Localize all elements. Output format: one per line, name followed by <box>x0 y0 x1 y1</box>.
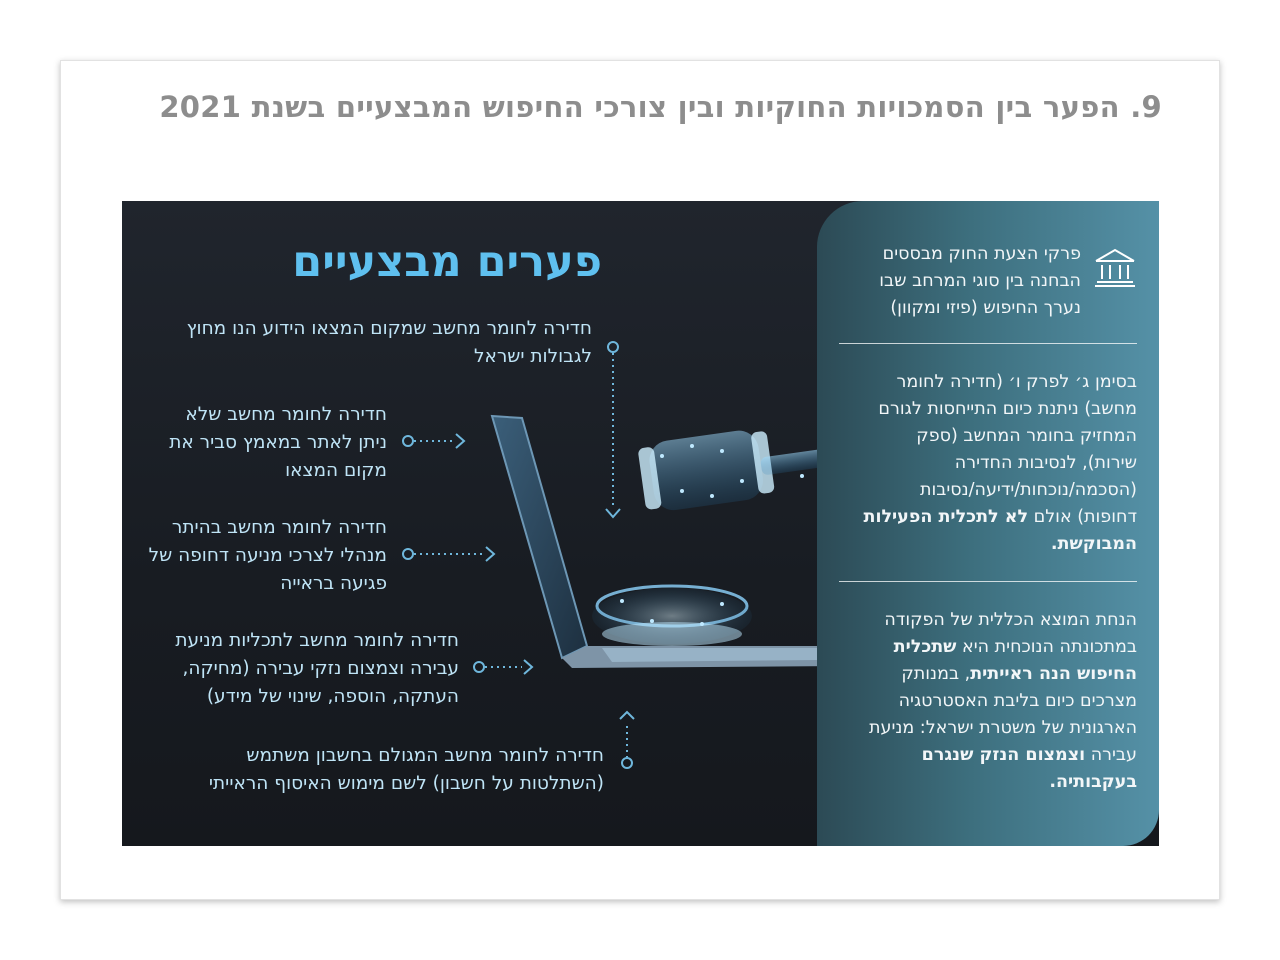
gap-item-5: חדירה לחומר מחשב המגולם בחשבון משתמש (השתלטות על חשבון) לשם מימוש האיסוף הראייתי <box>208 745 604 794</box>
gap-item-1: חדירה לחומר מחשב שמקום המצאו הידוע הנו מחוץ לגבולות ישראל <box>186 318 592 367</box>
panel-block-2: בסימן ג׳ לפרק ו׳ (חדירה לחומר מחשב) ניתנת כיום התייחסות לגורם המחזיק בחומר המחשב (ספק שירות), לנסיבות החדירה (הסכמה/נוכחות/ידיעה/נסיבות דחופות) אולם לא לתכלית הפעילות המבוקשת. <box>863 372 1137 554</box>
info-panel <box>817 201 1159 846</box>
panel-block-3: הנחת המוצא הכללית של הפקודה במתכונתה הנוכחית היא שתכלית החיפוש הנה ראייתית, במנותק מצרכים כיום בליבת האסטרטגיה הארגונית של משטרת ישראל: מניעת עבירה וצמצום הנזק שנגרם בעקבותיה. <box>868 610 1137 792</box>
infographic <box>122 201 1159 846</box>
panel-divider-1 <box>839 343 1137 344</box>
gap-item-3: חדירה לחומר מחשב בהיתר מנהלי לצרכי מניעה דחופה של פגיעה בראייה <box>148 517 387 594</box>
government-building-icon <box>1093 247 1137 289</box>
gap-item-4: חדירה לחומר מחשב לתכליות מניעת עבירה וצמצום נזקי עבירה (מחיקה, העתקה, הוספה, שינוי של מידע) <box>175 630 459 707</box>
panel-block-1: פרקי הצעת החוק מבססים הבחנה בין סוגי המרחב שבו נערך החיפוש (פיזי ומקוון) <box>879 244 1081 318</box>
gaps-heading: פערים מבצעיים <box>292 237 602 287</box>
gap-item-2: חדירה לחומר מחשב שלא ניתן לאתר במאמץ סביר את מקום המצאו <box>169 404 387 481</box>
panel-divider-2 <box>839 581 1137 582</box>
page-title: 9. הפער בין הסמכויות החוקיות ובין צורכי החיפוש המבצעיים בשנת 2021 <box>159 90 1162 124</box>
